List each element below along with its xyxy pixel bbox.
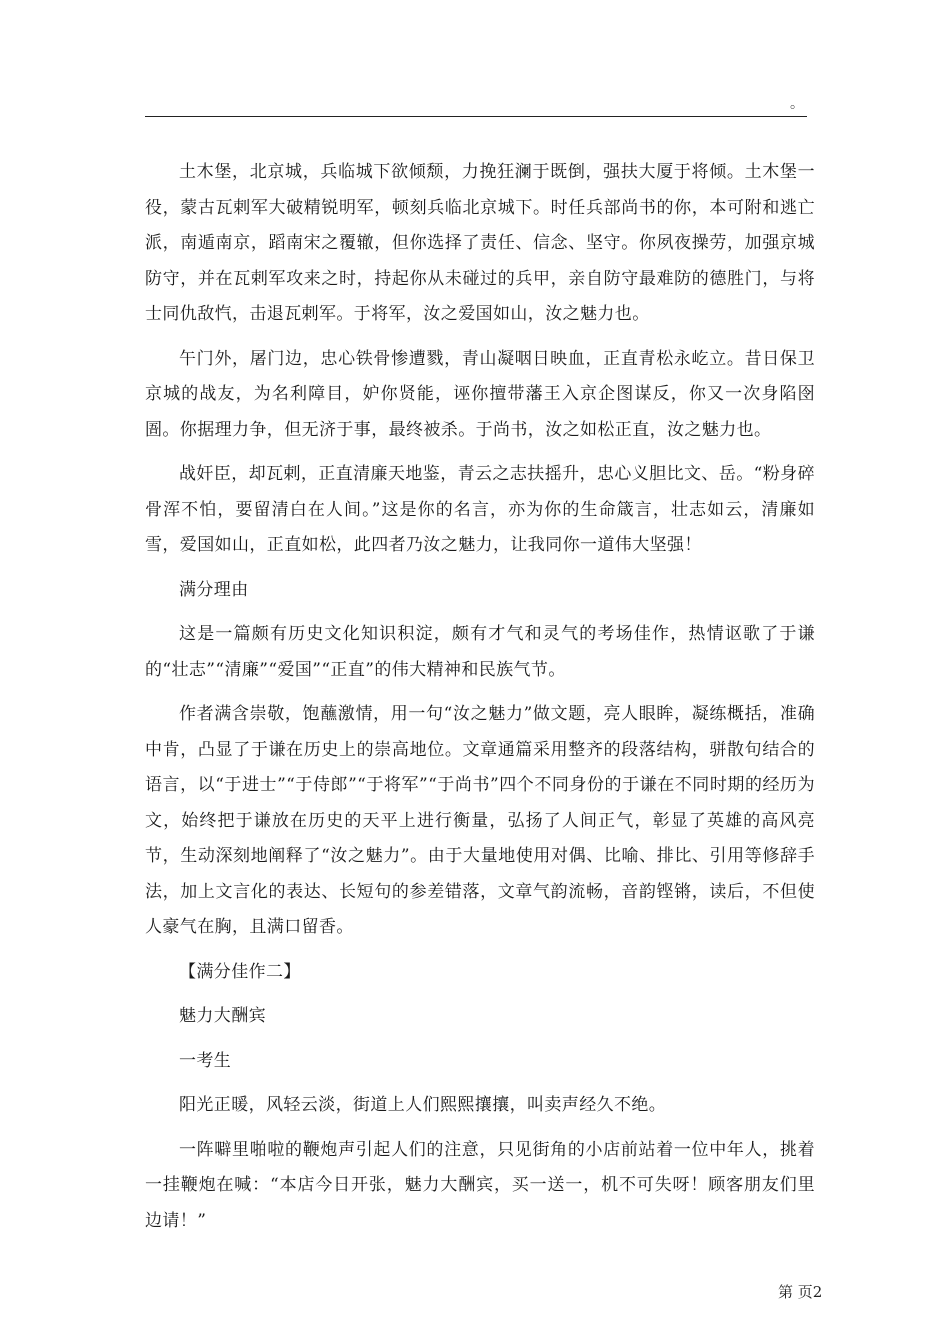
paragraph: 阳光正暖，风轻云淡，街道上人们熙熙攘攘，叫卖声经久不绝。 bbox=[179, 1095, 667, 1115]
essay-title: 魅力大酬宾 bbox=[179, 1006, 266, 1026]
section-heading: 满分理由 bbox=[179, 579, 249, 600]
header-mark: 。 bbox=[790, 96, 804, 112]
page-number: 第 页2 bbox=[778, 1283, 823, 1301]
body-text bbox=[145, 155, 815, 1248]
paragraph: 作者满含崇敬，饱蘸激情，用一句“汝之魅力”做文题，亮人眼眸，凝练概括，准确中肯，凸显了于谦在历史上的崇高地位。文章通篇采用整齐的段落结构，骈散句结合的语言，以“于进士”“于侍郎”“于将军”“于尚书”四个不同身份的于谦在不同时期的经历为文，始终把于谦放在历史的天平上进行衡量，弘扬了人间正气，彰显了英雄的高风亮节，生动深刻地阐释了“汝之魅力”。由于大量地使用对偶、比喻、排比、引用等修辞手法，加上文言化的表达、长短句的参差错落，文章气韵流畅，音韵铿锵，读后，不但使人豪气在胸，且满口留香。 bbox=[145, 704, 815, 937]
paragraph: 战奸臣，却瓦剌，正直清廉天地鉴，青云之志扶摇升，忠心义胆比文、岳。“粉身碎骨浑不怕，要留清白在人间。”这是你的名言，亦为你的生命箴言，壮志如云，清廉如雪，爱国如山，正直如松，此四者乃汝之魅力，让我同你一道伟大坚强！ bbox=[145, 464, 815, 555]
essay-author: 一考生 bbox=[179, 1050, 232, 1071]
paragraph: 一阵噼里啪啦的鞭炮声引起人们的注意，只见街角的小店前站着一位中年人，挑着一挂鞭炮在喊：“本店今日开张，魅力大酬宾，买一送一，机不可失呀！顾客朋友们里边请！” bbox=[145, 1139, 815, 1231]
header-rule bbox=[145, 116, 807, 117]
paragraph: 土木堡，北京城，兵临城下欲倾颓，力挽狂澜于既倒，强扶大厦于将倾。土木堡一役，蒙古瓦剌军大破精锐明军，顿刻兵临北京城下。时任兵部尚书的你，本可附和逃亡派，南遁南京，蹈南宋之覆辙，但你选择了责任、信念、坚守。你夙夜操劳，加强京城防守，并在瓦剌军攻来之时，持起你从未碰过的兵甲，亲自防守最难防的德胜门，与将士同仇敌忾，击退瓦剌军。于将军，汝之爱国如山，汝之魅力也。 bbox=[145, 162, 815, 324]
section-heading: 【满分佳作二】 bbox=[179, 961, 301, 982]
paragraph: 这是一篇颇有历史文化知识积淀，颇有才气和灵气的考场佳作，热情讴歌了于谦的“壮志”“清廉”“爱国”“正直”的伟大精神和民族气节。 bbox=[145, 624, 815, 680]
paragraph: 午门外，屠门边，忠心铁骨惨遭戮，青山凝咽日映血，正直青松永屹立。昔日保卫京城的战友，为名利障目，妒你贤能，诬你擅带藩王入京企图谋反，你又一次身陷囹圄。你据理力争，但无济于事，最终被杀。于尚书，汝之如松正直，汝之魅力也。 bbox=[145, 348, 815, 440]
